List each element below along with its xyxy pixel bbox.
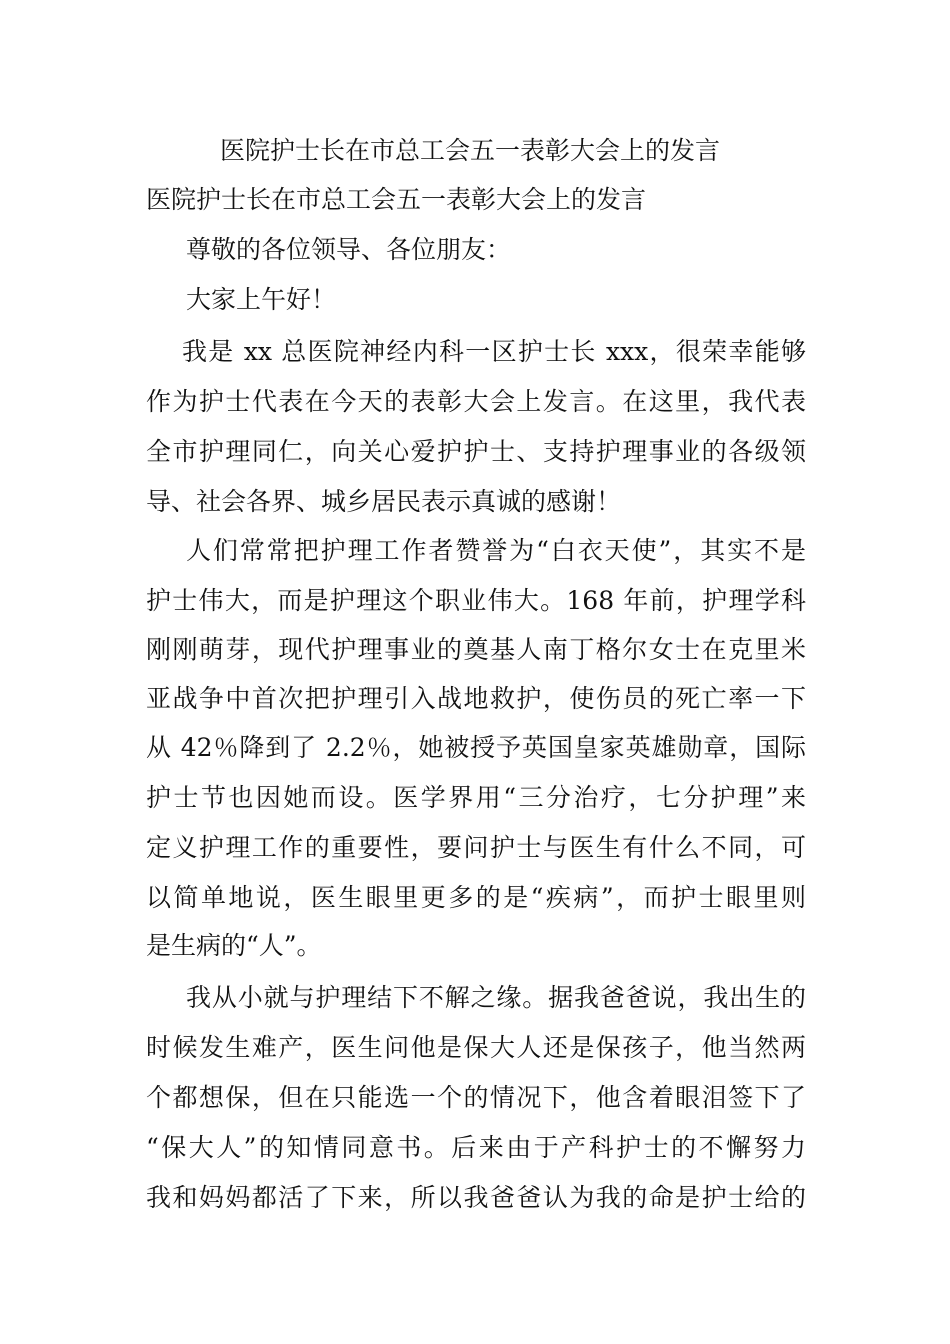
greeting-line: 大家上午好！: [186, 285, 337, 314]
paragraph-line: 从 42％降到了 2.2％，她被授予英国皇家英雄勋章，国际: [146, 733, 806, 762]
paragraph-line: 我从小就与护理结下不解之缘。据我爸爸说，我出生的: [186, 983, 806, 1012]
document-subtitle: 医院护士长在市总工会五一表彰大会上的发言: [146, 185, 647, 214]
paragraph-line: 作为护士代表在今天的表彰大会上发言。在这里，我代表: [146, 387, 806, 416]
paragraph-line: 定义护理工作的重要性，要问护士与医生有什么不同，可: [146, 833, 806, 862]
paragraph-line: 个都想保，但在只能选一个的情况下，他含着眼泪签下了: [146, 1083, 806, 1112]
paragraph-line: 亚战争中首次把护理引入战地救护，使伤员的死亡率一下: [146, 684, 806, 713]
document-title: 医院护士长在市总工会五一表彰大会上的发言: [220, 136, 721, 165]
paragraph-line: 以简单地说，医生眼里更多的是“疾病”，而护士眼里则: [146, 883, 806, 912]
paragraph-line: 我是 xx 总医院神经内科一区护士长 xxx，很荣幸能够: [182, 337, 806, 366]
salutation-line: 尊敬的各位领导、各位朋友：: [186, 235, 512, 264]
paragraph-line: 导、社会各界、城乡居民表示真诚的感谢！: [146, 487, 622, 516]
paragraph-line: 护士伟大，而是护理这个职业伟大。168 年前，护理学科: [146, 586, 806, 615]
paragraph-line: 护士节也因她而设。医学界用“三分治疗，七分护理”来: [146, 783, 806, 812]
paragraph-line: 刚刚萌芽，现代护理事业的奠基人南丁格尔女士在克里米: [146, 635, 806, 664]
paragraph-line: 人们常常把护理工作者赞誉为“白衣天使”，其实不是: [186, 536, 806, 565]
paragraph-line: 时候发生难产，医生问他是保大人还是保孩子，他当然两: [146, 1033, 806, 1062]
paragraph-line: 我和妈妈都活了下来，所以我爸爸认为我的命是护士给的: [146, 1183, 806, 1212]
paragraph-line: “保大人”的知情同意书。后来由于产科护士的不懈努力: [146, 1133, 806, 1162]
paragraph-line: 全市护理同仁，向关心爱护护士、支持护理事业的各级领: [146, 437, 806, 466]
paragraph-line: 是生病的“人”。: [146, 931, 322, 960]
